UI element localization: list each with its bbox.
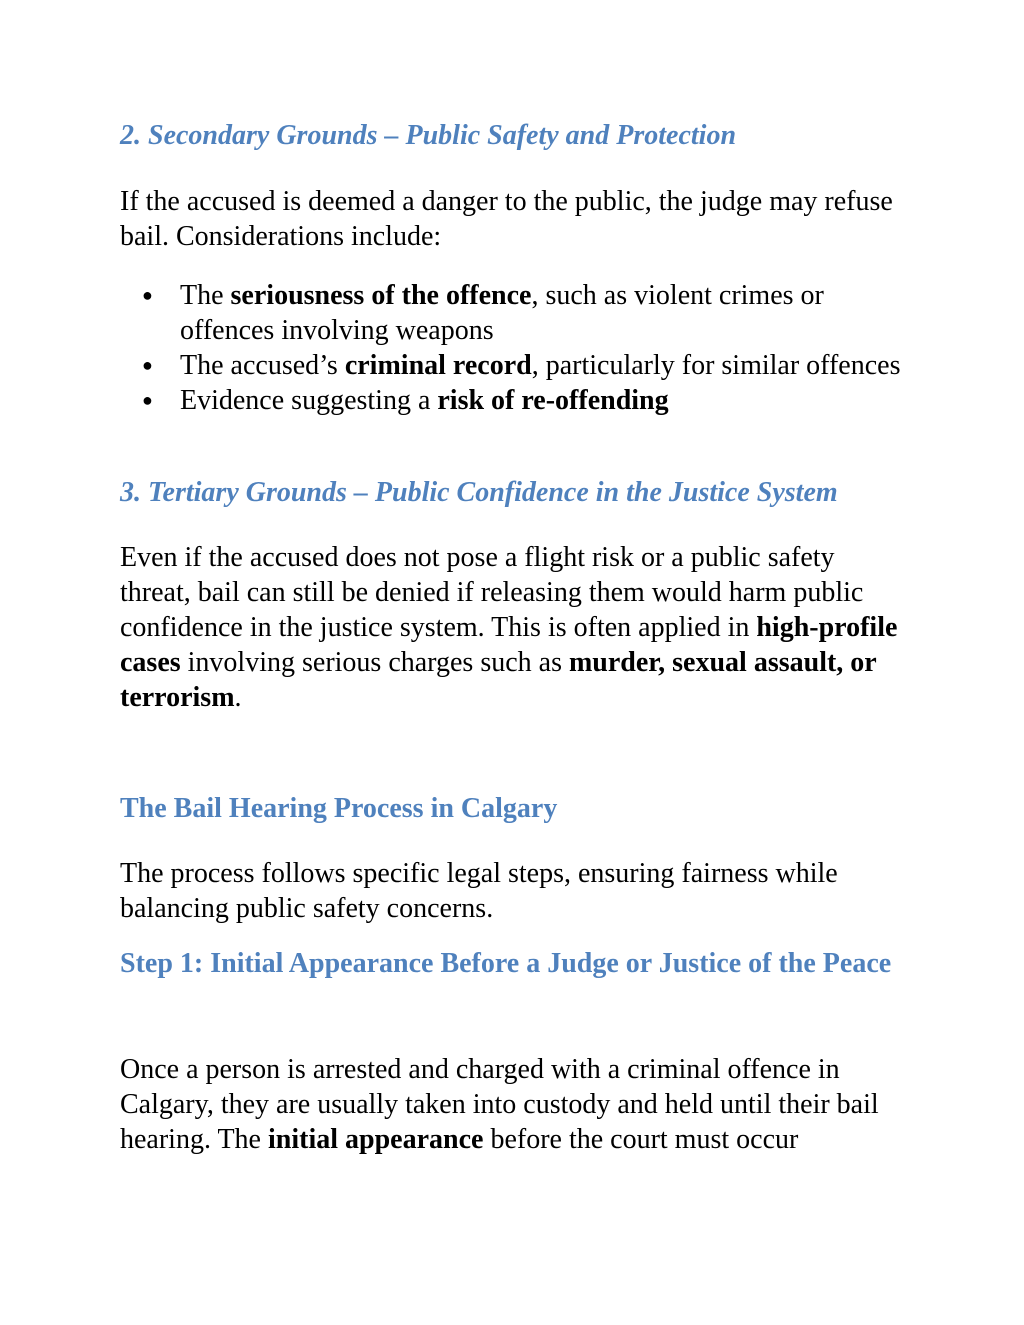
list-item-text-post: , particularly for similar offences [531, 350, 901, 381]
list-item [120, 383, 910, 418]
paragraph-bold-text: initial appearance [267, 1124, 484, 1155]
considerations-list [120, 278, 910, 418]
bullet-icon: ● [142, 355, 153, 375]
tertiary-grounds-paragraph [120, 540, 910, 715]
step-1-heading: Step 1: Initial Appearance Before a Judge or Justice of the Peace [120, 948, 892, 979]
list-item-text-pre: The accused’s [180, 350, 345, 381]
list-item-text-bold: risk of re-offending [437, 385, 669, 416]
paragraph-text: before the court must occur [483, 1124, 799, 1155]
paragraph-text: Once a person is arrested and charged with a criminal offence in Calgary, they are usually taken into custody and held until their bail hearing. The [120, 1054, 879, 1155]
bullet-icon: ● [142, 285, 153, 305]
bail-hearing-process-intro: The process follows specific legal steps, ensuring fairness while balancing public safety concerns. [120, 858, 838, 924]
step-1-paragraph [120, 1052, 910, 1157]
list-item-text-pre: The [180, 280, 231, 311]
paragraph-text: Even if the accused does not pose a flight risk or a public safety threat, bail can still be denied if releasing them would harm public confidence in the justice system. This is often applied in [120, 542, 864, 643]
secondary-grounds-intro: If the accused is deemed a danger to the public, the judge may refuse bail. Considerations include: [120, 186, 893, 252]
bail-hearing-process-heading: The Bail Hearing Process in Calgary [120, 793, 558, 824]
list-item [120, 278, 910, 348]
list-item-text-pre: Evidence suggesting a [180, 385, 438, 416]
list-item-text-post: , such as violent crimes or offences involving weapons [180, 280, 824, 346]
list-item-text-bold: seriousness of the offence [230, 280, 532, 311]
paragraph-bold-text: murder, sexual assault, or terrorism [120, 647, 877, 713]
list-item [120, 348, 910, 383]
paragraph-bold-text: high-profile cases [120, 612, 898, 678]
paragraph-text: . [234, 682, 242, 713]
bullet-icon: ● [142, 390, 153, 410]
tertiary-grounds-heading: 3. Tertiary Grounds – Public Confidence in the Justice System [120, 477, 838, 508]
paragraph-text: involving serious charges such as [180, 647, 569, 678]
list-item-text-bold: criminal record [344, 350, 532, 381]
secondary-grounds-heading: 2. Secondary Grounds – Public Safety and Protection [120, 120, 737, 151]
